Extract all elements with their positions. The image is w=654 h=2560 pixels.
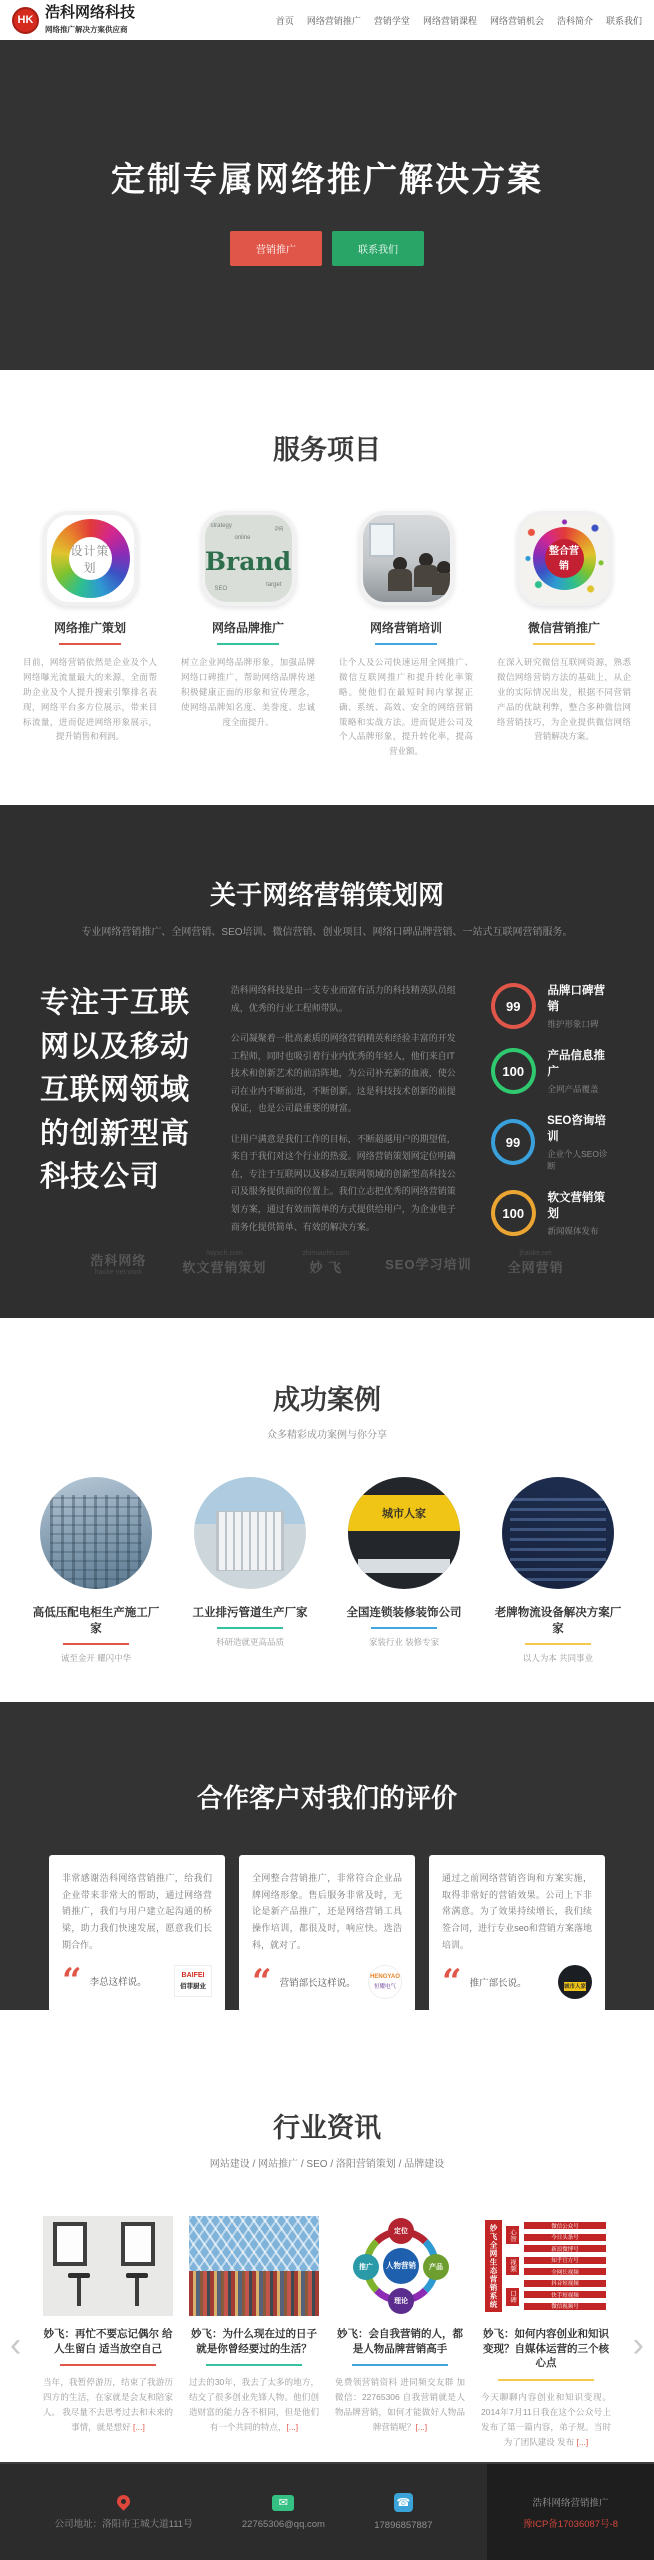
hero-title: 定制专属网络推广解决方案 <box>111 161 543 199</box>
stat-label: 软文营销策划 <box>547 1192 606 1220</box>
testimonial-author: 李总这样说。 <box>89 1977 147 1989</box>
service-name: 网络营销培训 <box>369 621 442 635</box>
testimonial-card-baifei[interactable] <box>49 1855 225 2012</box>
quote-icon: “ <box>252 1962 272 2002</box>
service-image-training-photo <box>359 511 454 606</box>
accent-underline <box>371 1627 437 1629</box>
logo[interactable] <box>12 5 135 35</box>
accent-underline <box>217 1627 283 1629</box>
stat-sublabel: 全网产品覆盖 <box>547 1084 599 1094</box>
service-desc: 目前，网络营销依然是企业及个人网络曝光流量最大的来源，全面帮助企业及个人提升搜索引擎排名表现，网络平台多方位展示，带来目标流量，进而促进网络形象展示，提升销售和利润。 <box>23 657 157 742</box>
accent-underline <box>375 643 437 645</box>
service-card-brand-promotion[interactable] <box>179 511 317 759</box>
news-section <box>0 2010 654 2462</box>
accent-underline <box>533 643 595 645</box>
news-card-4[interactable] <box>481 2216 611 2450</box>
case-photo-city-family <box>348 1477 460 1589</box>
stat-sublabel: 企业个人SEO诊断 <box>547 1149 608 1171</box>
partner-logo-haoke[interactable]: 浩科网络 haoke net work <box>90 1253 147 1276</box>
stat-value-ring: 99 <box>491 983 536 1029</box>
nav-item-home[interactable]: 首页 <box>275 15 294 26</box>
stat-label: SEO咨询培训 <box>547 1115 606 1143</box>
testimonial-text: 通过之前网络营销咨询和方案实施，取得非常好的营销效果。公司上下非常满意。为了效果持续增长，我们续签合同，进行专业seo和营销方案落地培训。 <box>442 1873 592 1950</box>
cityfamily-logo: 城市人家 <box>558 1965 592 1999</box>
footer-address <box>55 2495 193 2530</box>
brand-word: SEO <box>214 586 228 592</box>
main-nav <box>276 14 642 27</box>
icp-license-link[interactable]: 豫ICP备17036087号-8 <box>522 2518 619 2530</box>
testimonial-author: 营销部长这样说。 <box>279 1978 356 1990</box>
footer-copyright-panel <box>487 2464 654 2560</box>
baifei-logo: BAIFEI 佰菲厨业 <box>174 1965 212 1997</box>
stat-brand-reputation <box>491 982 614 1030</box>
case-slogan: 家装行业 装修专家 <box>368 1637 440 1647</box>
logo-subtitle: 网络推广解决方案供应商 <box>45 24 128 34</box>
service-image-integrated-marketing <box>517 511 612 606</box>
read-more-link[interactable]: [...] <box>415 2422 428 2432</box>
phone-text: 17896857887 <box>374 2520 433 2531</box>
footer-brand-text: 浩科网络营销推广 <box>532 2497 609 2509</box>
cases-section <box>0 1318 654 1702</box>
service-desc: 让个人及公司快速运用全网推广、微信互联网推广和提升转化率策略。使他们在最短时间内掌握正确、系统、高效、安全的网络营销策略和实战方法。进而促进公司及个人品牌形象，提升转化率，提高营业额。 <box>339 657 473 757</box>
cases-title: 成功案例 <box>273 1385 381 1415</box>
news-item-title: 妙飞：为什么现在过的日子就是你曾经要过的生活？ <box>191 2328 317 2355</box>
news-excerpt: 免费领营销资料 进同频交友群 加微信：22765306 自我营销就是人物品牌营销，如何才能做好人物品牌营销呢？[...] <box>335 2377 465 2432</box>
case-item-electric[interactable] <box>32 1477 160 1664</box>
stat-soft-article <box>491 1189 614 1237</box>
about-stats <box>491 982 614 1249</box>
news-excerpt: 今天聊聊内容创业和知识变现。2014年7月11日我在这个公众号上发布了第一篇内容，弟子规。当时为了团队建设 发布 [...] <box>481 2392 611 2447</box>
diagram-node-promotion: 推广 <box>353 2254 379 2280</box>
window-shape <box>369 523 395 557</box>
testimonial-author: 推广部长说。 <box>469 1978 527 1990</box>
case-item-logistics[interactable] <box>494 1477 622 1664</box>
partner-logo-seo[interactable]: SEO学习培训 <box>385 1256 472 1272</box>
news-photo-library <box>189 2216 319 2316</box>
carousel-prev-icon[interactable]: ‹ <box>10 2326 22 2364</box>
color-ring-graphic <box>533 527 596 590</box>
news-infographic-ecosystem: 妙飞全网生态营销系统 心智 视频 口碑 微信公众号 今日头条号 新浪微博号 知乎官方号 全网长视频 抖音短视频 快手短视频 微信视频号 <box>481 2216 611 2316</box>
header <box>0 0 654 40</box>
location-pin-icon <box>114 2492 132 2510</box>
diagram-node-center: 人物营销 <box>383 2248 419 2284</box>
services-title: 服务项目 <box>273 435 381 465</box>
service-card-training[interactable] <box>337 511 475 759</box>
stat-seo-training <box>491 1112 614 1172</box>
nav-item-courses[interactable]: 网络营销课程 <box>422 15 477 26</box>
brand-word: online <box>234 535 251 541</box>
about-paragraph: 浩科网络科技是由一支专业而富有活力的科技精英队员组成，优秀的行业工程师带队。 <box>230 985 456 1013</box>
accent-underline <box>352 2364 448 2366</box>
testimonial-card-cityfamily[interactable] <box>429 1855 605 2012</box>
service-card-promotion-planning[interactable] <box>21 511 159 759</box>
diagram-node-positioning: 定位 <box>388 2218 414 2244</box>
nav-item-opportunity[interactable]: 网络营销机会 <box>489 15 544 26</box>
service-name: 网络品牌推广 <box>211 621 284 635</box>
about-headline: 专注于互联网以及移动互联网领域的创新型高科技公司 <box>40 987 191 1193</box>
news-excerpt: 过去的30年，我去了太多的地方，结交了很多创业先锋人物。他们创造财富的能力各不相同，但是他们有一个共同的特点，[...] <box>189 2377 319 2432</box>
about-paragraph: 让用户满意是我们工作的目标，不断超越用户的期望值，来自于我们对这个行业的热爱。网络营销策划网定位明确在，专注于互联网以及移动互联网领域的创新型高科技公司及服务提供商的位置上。我们立志把优秀的网络营销策划方案，通过有效而简单的方式提供给用户，为企业电子商务化提供简单、有效的解决方案。 <box>230 1133 456 1232</box>
email-text: 22765306@qq.com <box>241 2518 325 2530</box>
accent-underline <box>525 1643 591 1645</box>
hero-banner <box>0 40 654 370</box>
brand-word: target <box>266 582 282 588</box>
brand-word: PR <box>275 527 284 533</box>
accent-underline <box>206 2364 302 2366</box>
read-more-link[interactable]: [...] <box>576 2436 589 2447</box>
accent-underline <box>63 1643 129 1645</box>
stat-product-info <box>491 1047 614 1095</box>
news-item-title: 妙飞：如何内容创业和知识变现？自媒体运营的三个核心点 <box>483 2328 609 2370</box>
address-text: 公司地址：洛阳市王城大道111号 <box>54 2518 193 2530</box>
nav-item-school[interactable]: 营销学堂 <box>373 15 410 26</box>
service-name: 网络推广策划 <box>53 621 126 635</box>
accent-underline <box>60 2364 156 2366</box>
stat-sublabel: 新闻媒体发布 <box>547 1226 599 1236</box>
service-name: 微信营销推广 <box>527 621 600 635</box>
case-item-decoration[interactable] <box>340 1477 468 1664</box>
email-icon: ✉ <box>272 2495 294 2511</box>
infographic-vertical-title: 妙飞全网生态营销系统 <box>485 2220 502 2312</box>
accent-underline <box>217 643 279 645</box>
testimonial-text: 全网整合营销推广，非常符合企业品牌网络形象。售后服务非常及时，无论是新产品推广，还是网络营销工具操作培训，都很及时，响应快。选浩科，就对了。 <box>252 1873 402 1950</box>
cases-subtitle: 众多精彩成功案例与你分享 <box>267 1430 387 1441</box>
diagram-node-theory: 理论 <box>388 2288 414 2314</box>
case-name: 高低压配电柜生产施工厂家 <box>32 1607 160 1635</box>
services-section <box>0 370 654 805</box>
logo-hk-icon: HK <box>12 7 39 34</box>
read-more-link[interactable]: [...] <box>286 2422 299 2432</box>
case-photo-logistics-building <box>502 1477 614 1589</box>
service-desc: 在深入研究微信互联网资源，熟悉微信网络营销方法的基础上，从企业的实际情况出发，根据不同营销产品的优缺利弊，整合多种微信网络营销技巧，为企业提供微信网络营销解决方案。 <box>497 657 631 742</box>
accent-underline <box>59 643 121 645</box>
about-title: 关于网络营销策划网 <box>209 880 444 910</box>
news-item-title: 妙飞：会自我营销的人，都是人物品牌营销高手 <box>337 2328 463 2355</box>
stat-label: 产品信息推广 <box>547 1050 606 1078</box>
marketing-promo-button[interactable]: 营销推广 <box>230 231 322 266</box>
news-card-3[interactable] <box>335 2216 465 2450</box>
case-item-pipeline[interactable] <box>186 1477 314 1664</box>
footer-email[interactable] <box>242 2495 325 2530</box>
case-photo-electric-factory <box>40 1477 152 1589</box>
service-card-wechat-marketing[interactable] <box>495 511 633 759</box>
about-paragraph: 公司凝聚着一批高素质的网络营销精英和经验丰富的开发工程师，同时也吸引着行业内优秀的年轻人，他们来自IT技术和创新艺术的前沿阵地，为公司补充新的血液，使公司在业内不断前进，不断创新。这是科技技术创新的前提保证，也是公司最重要的财富。 <box>230 1033 456 1114</box>
read-more-link[interactable]: [...] <box>133 2422 145 2432</box>
news-title: 行业资讯 <box>273 2113 381 2143</box>
footer-phone[interactable] <box>374 2493 432 2531</box>
partner-logos <box>0 1250 654 1276</box>
stat-sublabel: 维护形象口碑 <box>547 1019 599 1029</box>
news-item-title: 妙飞：再忙不要忘记偶尔 给人生留白 适当放空自己 <box>43 2328 173 2355</box>
case-name: 老牌物流设备解决方案厂家 <box>494 1607 622 1635</box>
testimonial-card-hengyao[interactable] <box>239 1855 415 2012</box>
about-paragraphs <box>231 982 463 1249</box>
case-name: 工业排污管道生产厂家 <box>192 1607 308 1619</box>
contact-us-button[interactable]: 联系我们 <box>332 231 424 266</box>
news-photo-interior <box>43 2216 173 2316</box>
case-slogan: 科研造就更高品质 <box>215 1637 284 1647</box>
partner-logo-wyxch[interactable]: /wyxch.com 软文营销策划 <box>182 1250 267 1275</box>
footer <box>0 2462 654 2560</box>
brand-word: strategy <box>210 523 232 529</box>
nav-item-contact[interactable]: 联系我们 <box>605 15 642 26</box>
integrated-marketing-label: 整合营销 <box>545 539 584 578</box>
quote-icon: “ <box>442 1962 462 2002</box>
testimonials-section <box>0 1702 654 2010</box>
case-photo-pipeline-factory <box>194 1477 306 1589</box>
logo-title: 浩科网络科技 <box>45 4 136 22</box>
diagram-node-product: 产品 <box>423 2254 449 2280</box>
about-section <box>0 805 654 1318</box>
carousel-next-icon[interactable]: › <box>632 2326 644 2364</box>
testimonials-title: 合作客户对我们的评价 <box>196 1783 457 1813</box>
service-desc: 树立企业网络品牌形象，加强品牌网络口碑推广，帮助网络品牌传递积极健康正面的形象和宣传理念，使网络品牌知名度、美誉度、忠诚度全面提升。 <box>181 657 315 727</box>
news-excerpt: 当年，我暂停游历，结束了我游历四方的生活，在家就是会友和陪家人。 我尽量不去思考过去和未来的事情，就是想好 [...] <box>43 2377 173 2432</box>
partner-logo-quanwang[interactable]: jhaoke.net 全网营销 <box>507 1250 564 1275</box>
accent-underline <box>498 2379 594 2381</box>
stat-value-ring: 99 <box>491 1119 535 1165</box>
stat-label: 品牌口碑营销 <box>547 985 606 1013</box>
stat-value-ring: 100 <box>491 1190 536 1236</box>
service-image-design-planning <box>43 511 138 606</box>
service-image-brand <box>201 511 296 606</box>
news-card-2[interactable] <box>189 2216 319 2450</box>
nav-item-about[interactable]: 浩科简介 <box>556 15 593 26</box>
news-card-1[interactable] <box>43 2216 173 2450</box>
partner-logo-miaofei[interactable]: zhimiaofei.com 妙 飞 <box>302 1250 350 1275</box>
city-family-sign: 城市人家 <box>348 1495 460 1531</box>
case-slogan: 以人为本 共同事业 <box>522 1653 594 1663</box>
case-name: 全国连锁装修装饰公司 <box>346 1607 462 1619</box>
news-diagram-personal-branding <box>335 2216 465 2316</box>
about-subtitle: 专业网络营销推广、全网营销、SEO培训、微信营销、创业项目、网络口碑品牌营销、一站式互联网营销服务。 <box>81 927 573 938</box>
hengyao-logo: HENGYAO 恒耀电气 <box>368 1965 402 1999</box>
case-slogan: 诚至金开 耀闪中华 <box>60 1653 132 1663</box>
news-subtitle: 网站建设 / 网站推广 / SEO / 洛阳营销策划 / 品牌建设 <box>209 2159 445 2170</box>
testimonial-text: 非常感谢浩科网络营销推广，给我们企业带来非常大的帮助，通过网络营销推广，我们与用户建立起沟通的桥梁，助力我们快速发展，愿意我们长期合作。 <box>62 1873 212 1950</box>
quote-icon: “ <box>62 1961 82 2001</box>
stat-value-ring: 100 <box>491 1048 536 1094</box>
phone-icon: ☎ <box>394 2493 413 2512</box>
design-planning-label: 设计策划 <box>69 537 112 580</box>
nav-item-promotion[interactable]: 网络营销推广 <box>306 15 361 26</box>
brand-headline: Brand <box>204 547 292 576</box>
